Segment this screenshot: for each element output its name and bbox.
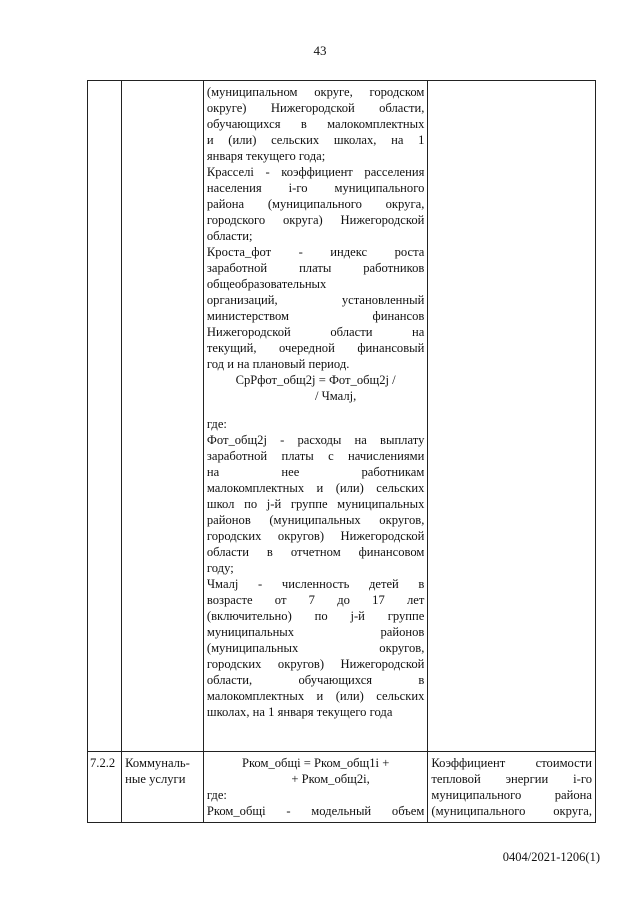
method-text bbox=[207, 416, 425, 720]
text-line: области, обучающихся в bbox=[206, 673, 425, 687]
method-cell bbox=[203, 752, 428, 823]
text-line: муниципальных районов bbox=[206, 625, 425, 639]
text-line: округе) Нижегородской области, bbox=[206, 101, 425, 115]
text-line: Чмалj - численность детей в bbox=[206, 577, 425, 591]
text-line: (муниципального округа, bbox=[431, 804, 592, 818]
row-name: Коммуналь- bbox=[125, 756, 190, 770]
text-line: возрасте от 7 до 17 лет bbox=[206, 593, 425, 607]
formula-line: / Чмалj, bbox=[314, 389, 357, 403]
coefficient-cell bbox=[428, 752, 596, 823]
number-cell bbox=[88, 81, 122, 752]
text-line: области; bbox=[206, 229, 253, 243]
formula-line: + Рком_общ2і, bbox=[291, 772, 370, 786]
text-line: малокомплектных и (или) сельских bbox=[206, 481, 425, 495]
text-line: районов (муниципальных округов, bbox=[206, 513, 425, 527]
method-cell bbox=[203, 81, 428, 752]
row-number: 7.2.2 bbox=[90, 756, 116, 770]
text-line: муниципального района bbox=[431, 788, 592, 802]
text-line: населения і-го муниципального bbox=[206, 181, 425, 195]
text-line: год и на плановый период. bbox=[206, 357, 350, 371]
page-number: 43 bbox=[313, 43, 327, 58]
coefficient-text bbox=[431, 755, 592, 819]
text-line: и (или) сельских школах, на 1 bbox=[206, 133, 425, 147]
coefficient-cell bbox=[428, 81, 596, 752]
text-line: заработной платы работников bbox=[206, 261, 425, 275]
number-cell bbox=[88, 752, 122, 823]
text-line: городских округов) Нижегородской bbox=[206, 657, 425, 671]
text-line: (включительно) по j-й группе bbox=[206, 609, 425, 623]
where-label: где: bbox=[206, 788, 227, 802]
text-line: заработной платы с начислениями bbox=[206, 449, 425, 463]
table-row bbox=[88, 81, 596, 752]
text-line: общеобразовательных bbox=[206, 277, 327, 291]
text-line: тепловой энергии і-го bbox=[431, 772, 592, 786]
budget-table bbox=[87, 80, 596, 823]
text-line: Коэффициент стоимости bbox=[431, 756, 592, 770]
text-line: Нижегородской области на bbox=[206, 325, 425, 339]
text-line: января текущего года; bbox=[206, 149, 326, 163]
text-line: Фот_общ2j - расходы на выплату bbox=[206, 433, 425, 447]
formula-line: СрРфот_общ2j = Фот_общ2j / bbox=[235, 373, 396, 387]
text-line: городских округов) Нижегородской bbox=[206, 529, 425, 543]
row-name: ные услуги bbox=[125, 772, 186, 786]
text-line: обучающихся в малокомплектных bbox=[206, 117, 425, 131]
table-row bbox=[88, 752, 596, 823]
text-line: городского округа) Нижегородской bbox=[206, 213, 425, 227]
text-line: организаций, установленный bbox=[206, 293, 425, 307]
text-line: текущий, очередной финансовый bbox=[206, 341, 425, 355]
name-cell bbox=[122, 81, 204, 752]
text-line: где: bbox=[206, 417, 227, 431]
text-line: на нее работникам bbox=[206, 465, 425, 479]
text-line: (муниципальных округов, bbox=[206, 641, 425, 655]
name-cell bbox=[122, 752, 204, 823]
text-line: (муниципальном округе, городском bbox=[206, 85, 425, 99]
method-text: Рком_общі - модельный объем bbox=[206, 804, 425, 818]
document-code: 0404/2021-1206(1) bbox=[502, 850, 600, 864]
text-line: Красселі - коэффициент расселения bbox=[206, 165, 425, 179]
text-line: школах, на 1 января текущего года bbox=[206, 705, 393, 719]
text-line: году; bbox=[206, 561, 234, 575]
method-text bbox=[207, 84, 425, 372]
text-line: малокомплектных и (или) сельских bbox=[206, 689, 425, 703]
text-line: района (муниципального округа, bbox=[206, 197, 425, 211]
text-line: области в отчетном финансовом bbox=[206, 545, 425, 559]
text-line: министерством финансов bbox=[206, 309, 425, 323]
formula-line: Рком_общі = Рком_общ1і + bbox=[241, 756, 390, 770]
text-line: школ по j-й группе муниципальных bbox=[206, 497, 425, 511]
text-line: Кроста_фот - индекс роста bbox=[206, 245, 425, 259]
